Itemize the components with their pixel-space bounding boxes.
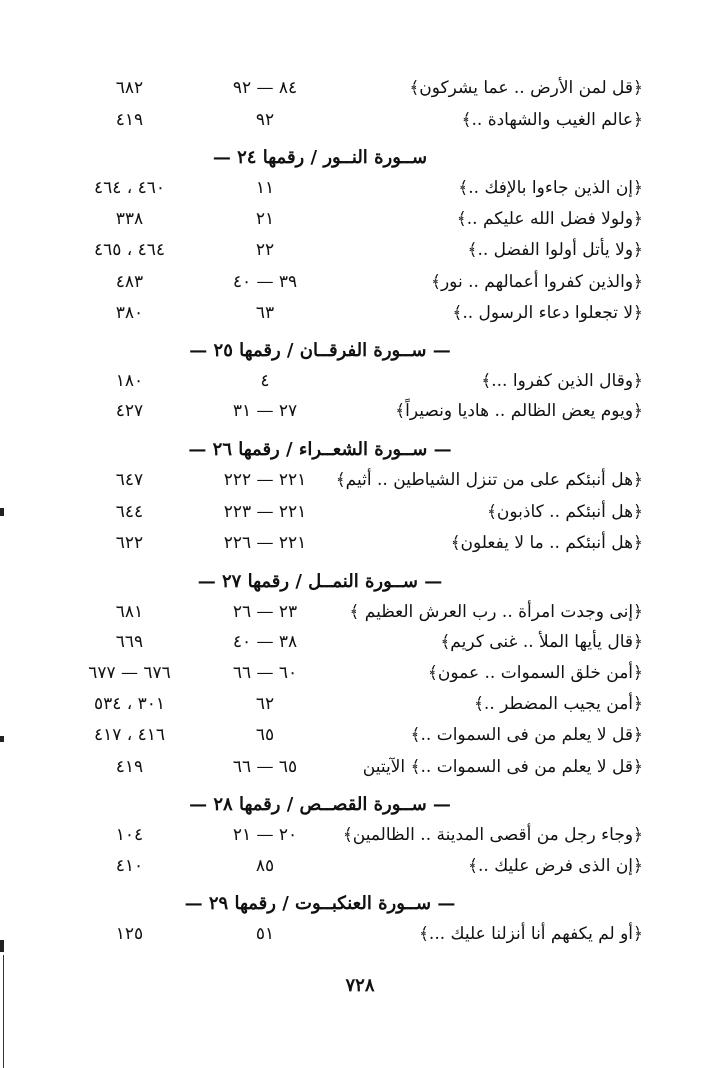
verse-text: ﴿قل لا يعلم من فى السموات ..﴾ xyxy=(410,725,643,745)
index-row xyxy=(0,395,709,427)
page-reference: ٦٤٤ xyxy=(115,502,144,522)
left-edge-rule xyxy=(3,955,4,1068)
verse-text: ﴿إن الذى فرض عليك ..﴾ xyxy=(468,856,643,876)
ayah-number: ٥١ xyxy=(255,924,275,944)
page-reference: ٤١٩ xyxy=(115,757,144,777)
page-reference: ٤٦٤ ، ٤٦٥ xyxy=(93,240,166,260)
ayah-number: ٦٥ xyxy=(255,725,275,745)
page-reference: ١٠٤ xyxy=(115,825,144,845)
left-edge-mark xyxy=(0,940,4,952)
verse-text: ﴿وقال الذين كفروا ...﴾ xyxy=(481,371,643,391)
ayah-number: ٨٤ — ٩٢ xyxy=(232,78,298,98)
verse-text: ﴿أمن يجيب المضطر ..﴾ xyxy=(473,694,643,714)
ayah-number: ٦٢ xyxy=(255,694,275,714)
surah-heading: ســورة النــور / رقمها ٢٤ — xyxy=(212,147,428,168)
page-reference: ٣٨٠ xyxy=(115,303,144,323)
surah-heading: — ســورة النمــل / رقمها ٢٧ — xyxy=(197,571,443,592)
index-row xyxy=(0,297,709,329)
ayah-number: ٦٣ xyxy=(255,303,275,323)
verse-text: ﴿ويوم يعض الظالم .. هاديا ونصيراً﴾ xyxy=(395,401,643,421)
index-row xyxy=(0,104,709,136)
ayah-number: ٦٠ — ٦٦ xyxy=(232,663,298,683)
index-row xyxy=(0,819,709,851)
ayah-number: ٢٢ xyxy=(255,240,275,260)
index-row xyxy=(0,496,709,528)
index-row xyxy=(0,850,709,882)
ayah-number: ٣٩ — ٤٠ xyxy=(232,272,298,292)
verse-text: ﴿ولولا فضل الله عليكم ..﴾ xyxy=(456,209,643,229)
index-row xyxy=(0,266,709,298)
ayah-number: ٣٨ — ٤٠ xyxy=(232,632,298,652)
index-row xyxy=(0,751,709,783)
verse-text: ﴿وجاء رجل من أقصى المدينة .. الظالمين﴾ xyxy=(342,825,643,845)
page-reference: ٤٦٠ ، ٤٦٤ xyxy=(93,178,166,198)
surah-heading: — ســورة القصــص / رقمها ٢٨ — xyxy=(189,794,451,815)
ayah-number: ٨٥ xyxy=(255,856,275,876)
ayah-number: ٢٠ — ٢١ xyxy=(232,825,298,845)
index-row xyxy=(0,626,709,658)
page-reference: ١٨٠ xyxy=(115,371,144,391)
verse-text: ﴿قل لمن الأرض .. عما يشركون﴾ xyxy=(409,78,643,98)
verse-text: ﴿هل أنبئكم .. ما لا يفعلون﴾ xyxy=(450,533,643,553)
ayah-number: ٢١ xyxy=(255,209,275,229)
verse-text: ﴿إن الذين جاءوا بالإفك ..﴾ xyxy=(458,178,643,198)
verse-text: ﴿أمن خلق السموات .. عمون﴾ xyxy=(427,663,643,683)
ayah-number: ٢٢١ — ٢٢٦ xyxy=(223,533,307,553)
index-row xyxy=(0,527,709,559)
surah-heading: — ســورة الشعــراء / رقمها ٢٦ — xyxy=(188,439,452,460)
page-reference: ٤٨٣ xyxy=(115,272,144,292)
page-reference: ٦٢٢ xyxy=(115,533,144,553)
index-row xyxy=(0,365,709,397)
verse-text: ﴿عالم الغيب والشهادة ..﴾ xyxy=(461,110,643,130)
verse-text: ﴿أو لم يكفهم أنا أنزلنا عليك ...﴾ xyxy=(418,924,643,944)
ayah-number: ٢٧ — ٣١ xyxy=(232,401,298,421)
verse-text: ﴿هل أنبئكم على من تنزل الشياطين .. أثيم﴾ xyxy=(335,470,643,490)
page-reference: ٦٨٢ xyxy=(115,78,144,98)
surah-heading: — ســورة العنكبــوت / رقمها ٢٩ — xyxy=(184,893,456,914)
verse-text: ﴿هل أنبئكم .. كاذبون﴾ xyxy=(486,502,643,522)
verse-text: ﴿قال يأيها الملأ .. غنى كريم﴾ xyxy=(440,632,643,652)
ayah-number: ٩٢ xyxy=(255,110,275,130)
page-reference: ٤١٦ ، ٤١٧ xyxy=(93,725,166,745)
index-row xyxy=(0,719,709,751)
left-edge-mark xyxy=(0,508,4,516)
index-row xyxy=(0,234,709,266)
left-edge-mark xyxy=(0,736,4,742)
page-reference: ٣٠١ ، ٥٣٤ xyxy=(93,694,166,714)
ayah-number: ٢٢١ — ٢٢٢ xyxy=(223,470,307,490)
page-reference: ٤١٩ xyxy=(115,110,144,130)
index-row xyxy=(0,72,709,104)
index-row xyxy=(0,172,709,204)
index-row xyxy=(0,203,709,235)
page-number: ٧٢٨ xyxy=(345,975,375,996)
verse-text: ﴿لا تجعلوا دعاء الرسول ..﴾ xyxy=(452,303,643,323)
page-reference: ٦٧٦ — ٦٧٧ xyxy=(88,663,171,683)
page-reference: ٦٦٩ xyxy=(115,632,144,652)
page-reference: ٤٢٧ xyxy=(115,401,144,421)
verse-text: ﴿والذين كفروا أعمالهم .. نور﴾ xyxy=(431,272,643,292)
page-reference: ٦٨١ xyxy=(115,602,144,622)
index-row xyxy=(0,596,709,628)
ayah-number: ٦٥ — ٦٦ xyxy=(232,757,298,777)
surah-heading: — ســورة الفرقــان / رقمها ٢٥ — xyxy=(189,340,451,361)
ayah-number: ٢٣ — ٢٦ xyxy=(232,602,298,622)
index-row xyxy=(0,657,709,689)
index-row xyxy=(0,918,709,950)
ayah-number: ٤ xyxy=(260,371,270,391)
verse-text: ﴿ولا يأتل أولوا الفضل ..﴾ xyxy=(467,240,643,260)
index-row xyxy=(0,688,709,720)
verse-text: ﴿إنى وجدت امرأة .. رب العرش العظيم ﴾ xyxy=(349,602,643,622)
page-reference: ٣٣٨ xyxy=(115,209,144,229)
page-reference: ٦٤٧ xyxy=(115,470,144,490)
index-row xyxy=(0,464,709,496)
ayah-number: ٢٢١ — ٢٢٣ xyxy=(223,502,307,522)
page-reference: ٤١٠ xyxy=(115,856,144,876)
ayah-number: ١١ xyxy=(255,178,275,198)
page-reference: ١٢٥ xyxy=(115,924,144,944)
verse-text: ﴿قل لا يعلم من فى السموات ..﴾ الآيتين xyxy=(362,757,643,777)
